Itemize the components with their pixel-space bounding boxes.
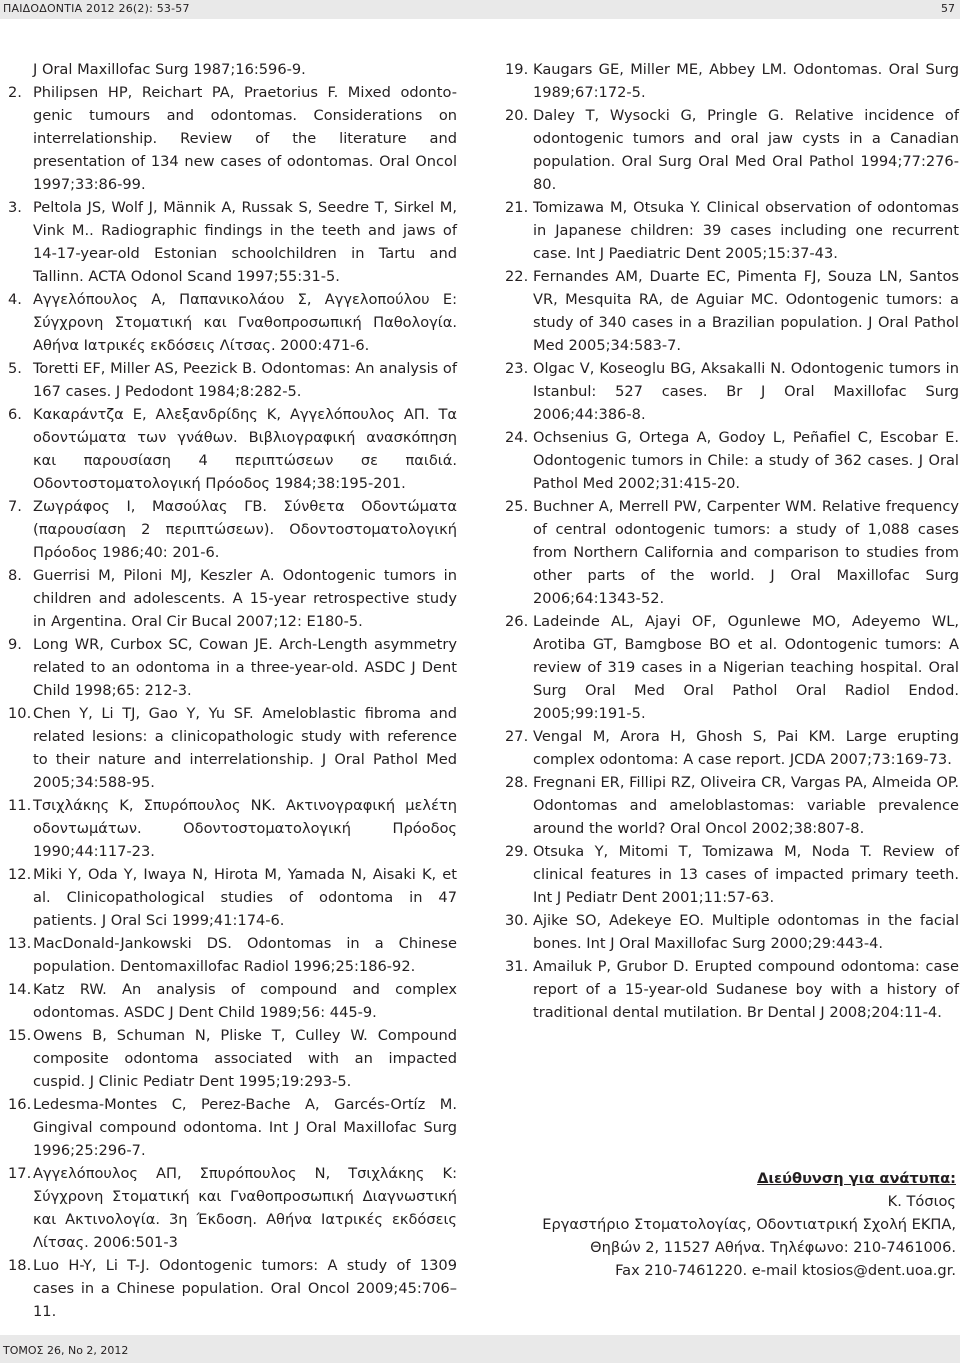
reference-number: 15. <box>8 1027 32 1044</box>
issue-label: ΤΟΜΟΣ 26, Νο 2, 2012 <box>3 1344 129 1357</box>
reference-item <box>8 932 457 978</box>
reprint-address <box>496 1167 956 1282</box>
reference-number: 28. <box>505 774 529 791</box>
reference-text: Τσιχλάκης Κ, Σπυρόπουλος ΝΚ. Ακτινογραφική μελέτη οδοντωμάτων. Οδοντοστοματολογική Πρόοδος 1990;44:117-23. <box>33 797 457 860</box>
reference-number: 5. <box>8 360 22 377</box>
reference-number: 18. <box>8 1257 32 1274</box>
address-title: Διεύθυνση για ανάτυπα: <box>757 1170 956 1187</box>
reference-item <box>505 909 959 955</box>
reference-item <box>8 1093 457 1162</box>
reference-text: Buchner A, Merrell PW, Carpenter WM. Relative frequency of central odontogenic tumors: a study of 1,088 cases from Northern California and comparison to studies from other parts of the world. J Oral Maxillofac Surg 2006;64:1343-52. <box>533 498 959 607</box>
reference-text: Owens B, Schuman N, Pliske T, Culley W. Compound composite odontoma associated with an impacted cuspid. J Clinic Pediatr Dent 1995;19:293-5. <box>33 1027 457 1090</box>
reference-text: Vengal M, Arora H, Ghosh S, Pai KM. Large erupting complex odontoma: A case report. JCDA 2007;73:169-73. <box>533 728 959 768</box>
reference-number: 20. <box>505 107 529 124</box>
reference-text: Katz RW. An analysis of compound and complex odontomas. ASDC J Dent Child 1989;56: 445-9. <box>33 981 457 1021</box>
running-footer <box>0 1335 960 1363</box>
reference-text: Κακαράντζα Ε, Αλεξανδρίδης Κ, Αγγελόπουλος ΑΠ. Τα οδοντώματα των γνάθων. Βιβλιογραφική ανασκόπηση και παρουσίαση 4 περιπτώσεων σε παιδιά. Οδοντοστοματολογική Πρόοδος 1984;38:195-201. <box>33 406 457 492</box>
reference-number: 11. <box>8 797 32 814</box>
reference-number: 22. <box>505 268 529 285</box>
reference-number: 12. <box>8 866 32 883</box>
reference-item <box>505 196 959 265</box>
reference-item <box>505 840 959 909</box>
reference-number: 30. <box>505 912 529 929</box>
reference-text: Ledesma-Montes C, Perez-Bache A, Garcés-Ortíz M. Gingival compound odontoma. Int J Oral Maxillofac Surg 1996;25:296-7. <box>33 1096 457 1159</box>
reference-text: Peltola JS, Wolf J, Männik A, Russak S, Seedre T, Sirkel M, Vink M.. Radiographic findings in the teeth and jaws of 14-17-year-old Estonian schoolchildren in Tartu and Tallinn. ACTA Odonol Scand 1997;55:31-5. <box>33 199 457 285</box>
address-line-3: Fax 210-7461220. e-mail ktosios@dent.uoa.gr. <box>615 1262 956 1279</box>
reference-number: 27. <box>505 728 529 745</box>
reference-text: Daley T, Wysocki G, Pringle G. Relative incidence of odontogenic tumors and oral jaw cysts in a Canadian population. Oral Surg Oral Med Oral Pathol 1994;77:276-80. <box>533 107 959 193</box>
author-name: Κ. Τόσιος <box>887 1193 956 1210</box>
reference-item <box>505 357 959 426</box>
reference-item <box>8 863 457 932</box>
reference-item <box>505 104 959 196</box>
reference-number: 8. <box>8 567 22 584</box>
reference-text: Fregnani ER, Fillipi RZ, Oliveira CR, Vargas PA, Almeida OP. Odontomas and ameloblastomas: variable prevalence around the world? Oral Oncol 2002;38:807-8. <box>533 774 959 837</box>
reference-text: Miki Y, Oda Y, Iwaya N, Hirota M, Yamada N, Aisaki K, et al. Clinicopathological studies of odontoma in 47 patients. J Oral Sci 1999;41:174-6. <box>33 866 457 929</box>
reference-number: 26. <box>505 613 529 630</box>
reference-text: MacDonald-Jankowski DS. Odontomas in a Chinese population. Dentomaxillofac Radiol 1996;25:186-92. <box>33 935 457 975</box>
reference-text: Toretti EF, Miller AS, Peezick B. Odontomas: An analysis of 167 cases. J Pedodont 1984;8:282-5. <box>33 360 457 400</box>
reference-text: Otsuka Y, Mitomi T, Tomizawa M, Noda T. Review of clinical features in 13 cases of impacted primary teeth. Int J Pediatr Dent 2001;11:57-63. <box>533 843 959 906</box>
reference-item <box>505 725 959 771</box>
reference-number: 31. <box>505 958 529 975</box>
reference-item <box>8 81 457 196</box>
reference-text: Αγγελόπουλος ΑΠ, Σπυρόπουλος Ν, Τσιχλάκης Κ: Σύγχρονη Στοματική και Γναθοπροσωπική Διαγνωστική και Ακτινολογία. 3η Έκδοση. Αθήνα Ιατρικές εκδόσεις Λίτσας. 2006:501-3 <box>33 1165 457 1251</box>
reference-item <box>505 771 959 840</box>
reference-text: Chen Y, Li TJ, Gao Y, Yu SF. Ameloblastic fibroma and related lesions: a clinicopathologic study with reference to their nature and interrelationship. J Oral Pathol Med 2005;34:588-95. <box>33 705 457 791</box>
reference-item <box>8 794 457 863</box>
left-reference-column <box>8 58 457 1323</box>
reference-item <box>505 426 959 495</box>
reference-item <box>505 955 959 1024</box>
reference-text: Ajike SO, Adekeye EO. Multiple odontomas in the facial bones. Int J Oral Maxillofac Surg 2000;29:443-4. <box>533 912 959 952</box>
reference-number: 6. <box>8 406 22 423</box>
reference-number: 23. <box>505 360 529 377</box>
reference-number: 17. <box>8 1165 32 1182</box>
reference-text: Guerrisi M, Piloni MJ, Keszler A. Odontogenic tumors in children and adolescents. A 15-year retrospective study in Argentina. Oral Cir Bucal 2007;12: E180-5. <box>33 567 457 630</box>
reference-item <box>505 265 959 357</box>
reference-text: Kaugars GE, Miller ME, Abbey LM. Odontomas. Oral Surg 1989;67:172-5. <box>533 61 959 101</box>
reference-text: Αγγελόπουλος Α, Παπανικολάου Σ, Αγγελοπούλου Ε: Σύγχρονη Στοματική και Γναθοπροσωπική Παθολογία. Αθήνα Ιατρικές εκδόσεις Λίτσας. 2000:471-6. <box>33 291 457 354</box>
reference-number: 7. <box>8 498 22 515</box>
journal-citation: ΠΑΙΔΟΔΟΝΤΙΑ 2012 26(2): 53-57 <box>3 2 190 15</box>
reference-item <box>8 495 457 564</box>
page-number: 57 <box>941 2 955 15</box>
reference-item <box>8 1162 457 1254</box>
reference-number: 19. <box>505 61 529 78</box>
reference-number: 24. <box>505 429 529 446</box>
reference-text: Ζωγράφος Ι, Μασούλας ΓΒ. Σύνθετα Οδοντώματα (παρουσίαση 2 περιπτώσεων). Οδοντοστοματολογική Πρόοδος 1986;40: 201-6. <box>33 498 457 561</box>
reference-number: 14. <box>8 981 32 998</box>
reference-number: 13. <box>8 935 32 952</box>
address-line-1: Εργαστήριο Στοματολογίας, Οδοντιατρική Σχολή ΕΚΠΑ, <box>542 1216 956 1233</box>
reference-number: 10. <box>8 705 32 722</box>
reference-text: Philipsen HP, Reichart PA, Praetorius F. Mixed odonto-genic tumours and odontomas. Considerations on interrelationship. Review of the literature and presentation of 134 new cases of odontomas. Oral Oncol 1997;33:86-99. <box>33 84 457 193</box>
reference-item <box>505 610 959 725</box>
reference-number: 16. <box>8 1096 32 1113</box>
reference-text: Fernandes AM, Duarte EC, Pimenta FJ, Souza LN, Santos VR, Mesquita RA, de Aguiar MC. Odontogenic tumors: a study of 340 cases in a Brazilian population. J Oral Pathol Med 2005;34:583-7. <box>533 268 959 354</box>
reference-number: 21. <box>505 199 529 216</box>
reference-number: 2. <box>8 84 22 101</box>
reference-text: Luo H-Y, Li T-J. Odontogenic tumors: A study of 1309 cases in a Chinese population. Oral Oncol 2009;45:706–11. <box>33 1257 457 1320</box>
reference-item <box>8 978 457 1024</box>
reference-text: Amailuk P, Grubor D. Erupted compound odontoma: case report of a 15-year-old Sudanese boy with a history of traditional dental mutilation. Br Dental J 2008;204:11-4. <box>533 958 959 1021</box>
reference-number: 29. <box>505 843 529 860</box>
reference-number: 25. <box>505 498 529 515</box>
reference-item <box>505 58 959 104</box>
reference-text: Tomizawa M, Otsuka Y. Clinical observation of odontomas in Japanese children: 39 cases including one recurrent case. Int J Paediatric Dent 2005;15:37-43. <box>533 199 959 262</box>
address-line-2: Θηβών 2, 11527 Αθήνα. Τηλέφωνο: 210-7461006. <box>590 1239 956 1256</box>
reference-text: Long WR, Curbox SC, Cowan JE. Arch-Length asymmetry related to an odontoma in a three-year-old. ASDC J Dent Child 1998;65: 212-3. <box>33 636 457 699</box>
reference-item <box>8 288 457 357</box>
reference-text: Ladeinde AL, Ajayi OF, Ogunlewe MO, Adeyemo WL, Arotiba GT, Bamgbose BO et al. Odontogenic tumors: A review of 319 cases in a Nigerian teaching hospital. Oral Surg Oral Med Oral Pathol Oral Radiol Endod. 2005;99:191-5. <box>533 613 959 722</box>
reference-continuation: J Oral Maxillofac Surg 1987;16:596-9. <box>33 61 306 78</box>
reference-text: Olgac V, Koseoglu BG, Aksakalli N. Odontogenic tumors in Istanbul: 527 cases. Br J Oral Maxillofac Surg 2006;44:386-8. <box>533 360 959 423</box>
reference-item <box>8 357 457 403</box>
reference-number: 4. <box>8 291 22 308</box>
reference-number: 9. <box>8 636 22 653</box>
reference-item <box>8 196 457 288</box>
reference-item <box>8 564 457 633</box>
right-reference-column <box>505 58 959 1024</box>
reference-text: Ochsenius G, Ortega A, Godoy L, Peñafiel C, Escobar E. Odontogenic tumors in Chile: a study of 362 cases. J Oral Pathol Med 2002;31:415-20. <box>533 429 959 492</box>
reference-item <box>8 1254 457 1323</box>
reference-item <box>8 702 457 794</box>
reference-item <box>505 495 959 610</box>
reference-number: 3. <box>8 199 22 216</box>
running-header <box>0 0 960 19</box>
reference-item <box>8 1024 457 1093</box>
reference-item <box>8 403 457 495</box>
reference-item <box>8 633 457 702</box>
